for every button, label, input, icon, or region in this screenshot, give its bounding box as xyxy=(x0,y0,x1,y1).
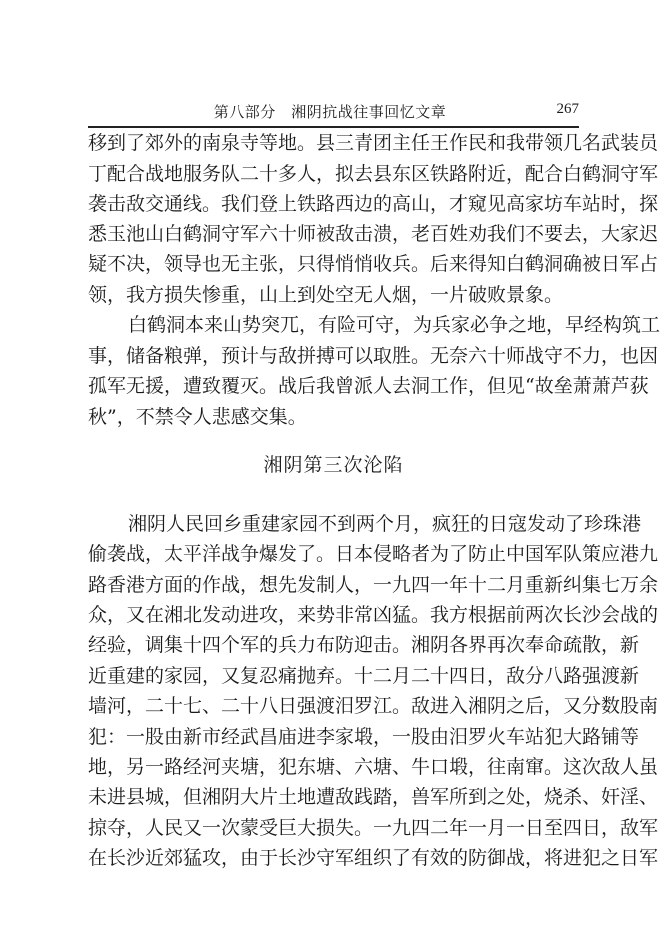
text-line: 路香港方面的作战，想先发制人，一九四一年十二月重新纠集七万余 xyxy=(88,574,659,596)
header-title: 第八部分 湘阴抗战往事回忆文章 xyxy=(213,103,447,121)
text-line: 经验，调集十四个军的兵力布防迎击。湘阴各界再次奉命疏散，新 xyxy=(88,634,640,656)
text-line: 悉玉池山白鹤洞守军六十师被敌击溃，老百姓劝我们不要去，大家迟 xyxy=(88,223,659,245)
header-rule xyxy=(88,126,579,128)
text-line: 犯：一股由新市经武昌庙进李家塅，一股由汨罗火车站犯大路铺等 xyxy=(88,726,640,748)
text-line: 白鹤洞本来山势突兀，有险可守，为兵家必争之地，早经构筑工 xyxy=(128,314,661,336)
section-heading: 湘阴第三次沦陷 xyxy=(263,454,404,476)
text-line: 领，我方损失惨重，山上到处空无人烟，一片破败景象。 xyxy=(88,284,564,306)
text-line: 丁配合战地服务队二十多人，拟去县东区铁路附近，配合白鹤洞守军 xyxy=(88,163,659,185)
text-line: 在长沙近郊猛攻，由于长沙守军组织了有效的防御战，将进犯之日军 xyxy=(88,847,659,869)
text-line: 湘阴人民回乡重建家园不到两个月，疯狂的日寇发动了珍珠港 xyxy=(128,513,642,535)
text-line: 事，储备粮弹，预计与敌拼搏可以取胜。无奈六十师战守不力，也因 xyxy=(88,345,659,367)
text-line: 众，又在湘北发动进攻，来势非常凶猛。我方根据前两次长沙会战的 xyxy=(88,604,659,626)
text-line: 袭击敌交通线。我们登上铁路西边的高山，才窥见高家坊车站时，探 xyxy=(88,193,659,215)
text-line: 偷袭战，太平洋战争爆发了。日本侵略者为了防止中国军队策应港九 xyxy=(88,543,659,565)
text-line: 疑不决，领导也无主张，只得悄悄收兵。后来得知白鹤洞确被日军占 xyxy=(88,253,659,275)
page-number: 267 xyxy=(556,101,579,117)
text-line: 未进县城，但湘阴大片土地遭敌践踏，兽军所到之处，烧杀、奸淫、 xyxy=(88,786,659,808)
text-line: 墙河，二十七、二十八日强渡汨罗江。敌进入湘阴之后，又分数股南 xyxy=(88,695,659,717)
text-line: 近重建的家园，又复忍痛抛弃。十二月二十四日，敌分八路强渡新 xyxy=(88,665,640,687)
text-line: 移到了郊外的南泉寺等地。县三青团主任王作民和我带领几名武装员 xyxy=(88,132,659,154)
text-line: 地，另一路经河夹塘，犯东塘、六塘、牛口塅，往南窜。这次敌人虽 xyxy=(88,756,659,778)
text-line: 孤军无援，遭致覆灭。战后我曾派人去洞工作，但见“故垒萧萧芦荻 xyxy=(88,375,649,397)
text-line: 掠夺，人民又一次蒙受巨大损失。一九四二年一月一日至四日，敌军 xyxy=(88,817,659,839)
text-line: 秋”，不禁令人悲感交集。 xyxy=(88,406,307,428)
